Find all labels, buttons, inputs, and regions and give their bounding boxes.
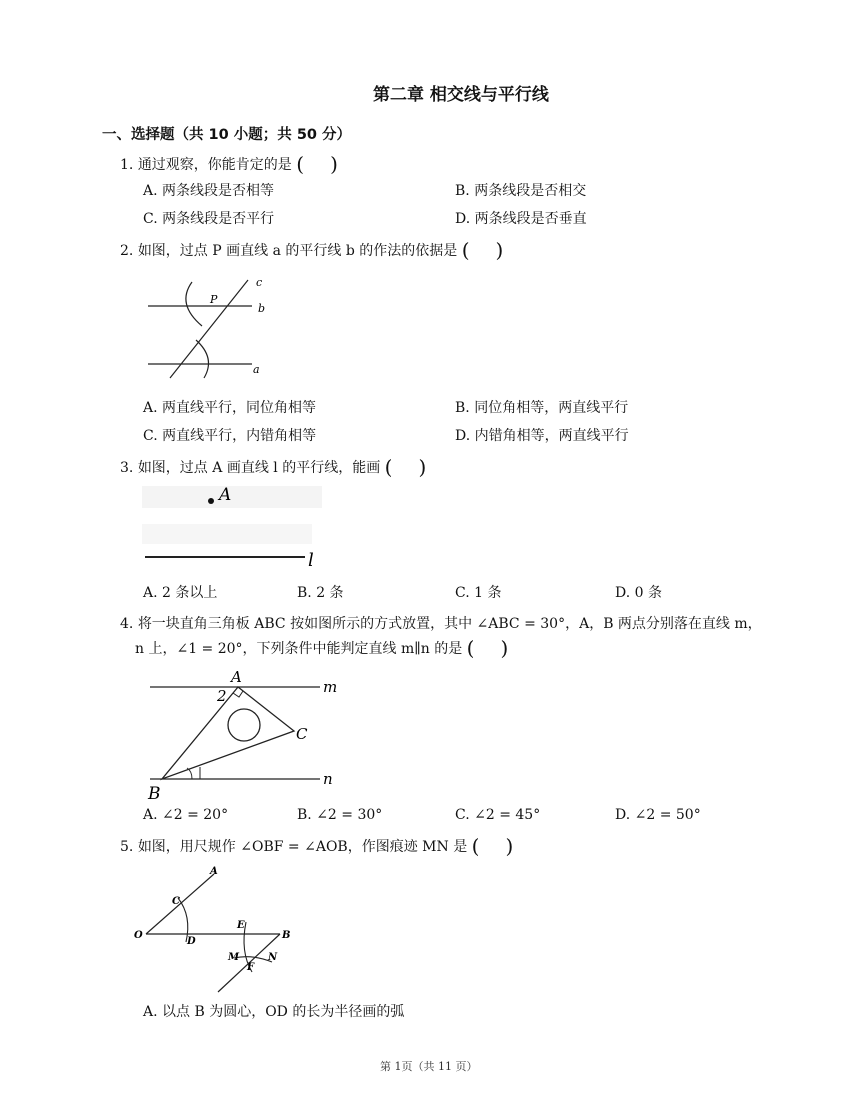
q3-option-a[interactable]: A. 2 条以上 (143, 585, 218, 601)
q4-option-c[interactable]: C. ∠2 = 45° (455, 807, 541, 823)
answer-paren-open: ( (296, 152, 305, 176)
section-heading: 一、选择题（共 10 小题；共 50 分） (102, 127, 352, 143)
question-text: 如图，过点 A 画直线 l 的平行线，能画 (137, 460, 381, 476)
question-text: 如图，用尺规作 ∠OBF = ∠AOB，作图痕迹 MN 是 (137, 839, 468, 855)
answer-paren-close: ) (330, 152, 338, 176)
question-text: 通过观察，你能肯定的是 (137, 157, 292, 173)
label-m: M (228, 952, 240, 963)
point-a (208, 498, 214, 504)
page-title: 第二章 相交线与平行线 (373, 85, 549, 105)
label-c: c (256, 276, 263, 289)
answer-paren-close: ) (505, 834, 514, 858)
q1-option-a[interactable]: A. 两条线段是否相等 (143, 183, 275, 199)
q4-option-b[interactable]: B. ∠2 = 30° (297, 807, 383, 823)
answer-paren-close: ) (418, 455, 427, 479)
scan-smudge (142, 524, 312, 544)
label-n: N (268, 952, 278, 963)
q3-figure (140, 480, 330, 575)
question-3 (120, 457, 426, 477)
answer-paren-open: ( (461, 238, 470, 262)
q3-option-c[interactable]: C. 1 条 (455, 585, 502, 601)
q5-figure (130, 862, 310, 997)
label-d: D (187, 936, 196, 947)
q2-option-a[interactable]: A. 两直线平行，同位角相等 (143, 400, 317, 416)
question-text: n 上，∠1 = 20°，下列条件中能判定直线 m∥n 的是 (135, 641, 463, 657)
label-p: P (210, 293, 218, 306)
scan-smudge (142, 486, 322, 508)
q1-option-c[interactable]: C. 两条线段是否平行 (143, 211, 275, 227)
label-l: l (308, 550, 314, 571)
question-2 (120, 240, 503, 260)
answer-paren-open: ( (384, 455, 393, 479)
q1-option-d[interactable]: D. 两条线段是否垂直 (455, 211, 587, 227)
label-a: A (219, 485, 232, 505)
label-c: C (296, 725, 308, 743)
answer-paren-open: ( (471, 834, 480, 858)
question-5 (120, 836, 513, 856)
triangle-hole (228, 709, 260, 741)
question-number: 4. (120, 616, 134, 632)
q5-option-a[interactable]: A. 以点 B 为圆心，OD 的长为半径画的弧 (143, 1004, 405, 1020)
question-number: 3. (120, 460, 134, 476)
arc-lower (196, 340, 209, 378)
label-2: 2 (217, 687, 227, 705)
question-text: 将一块直角三角板 ABC 按如图所示的方式放置，其中 ∠ABC = 30°，A，B 两点分别落在直线 m， (137, 616, 762, 632)
answer-paren-open: ( (466, 636, 475, 660)
question-text: 如图，过点 P 画直线 a 的平行线 b 的作法的依据是 (137, 243, 458, 259)
question-number: 2. (120, 243, 134, 259)
q2-option-c[interactable]: C. 两直线平行，内错角相等 (143, 428, 317, 444)
question-number: 5. (120, 839, 134, 855)
label-a: A (231, 668, 242, 686)
question-4-line-2 (135, 638, 508, 658)
question-number: 1. (120, 157, 134, 173)
question-1 (120, 154, 338, 174)
q2-option-b[interactable]: B. 同位角相等，两直线平行 (455, 400, 629, 416)
label-m: m (323, 678, 338, 696)
q1-option-b[interactable]: B. 两条线段是否相交 (455, 183, 587, 199)
label-f: F (247, 962, 255, 973)
label-e: E (237, 920, 245, 931)
page-footer: 第 1页（共 11 页） (380, 1060, 478, 1073)
label-o: O (134, 930, 143, 941)
label-a: a (253, 363, 260, 376)
q3-option-b[interactable]: B. 2 条 (297, 585, 344, 601)
triangle-abc (162, 687, 294, 779)
q4-option-d[interactable]: D. ∠2 = 50° (615, 807, 701, 823)
q4-option-a[interactable]: A. ∠2 = 20° (143, 807, 229, 823)
ray-oa (146, 874, 214, 934)
label-c: C (172, 896, 180, 907)
label-a: A (210, 866, 218, 877)
q2-option-d[interactable]: D. 内错角相等，两直线平行 (455, 428, 629, 444)
label-b: B (282, 930, 291, 941)
label-b: b (258, 302, 266, 315)
q3-option-d[interactable]: D. 0 条 (615, 585, 662, 601)
q2-figure (140, 274, 280, 384)
label-b: B (148, 784, 161, 804)
arc-upper (186, 282, 202, 326)
answer-paren-close: ) (500, 636, 509, 660)
q4-figure (140, 667, 350, 807)
label-n: n (323, 770, 333, 788)
question-4-line-1 (120, 613, 762, 633)
answer-paren-close: ) (495, 238, 504, 262)
